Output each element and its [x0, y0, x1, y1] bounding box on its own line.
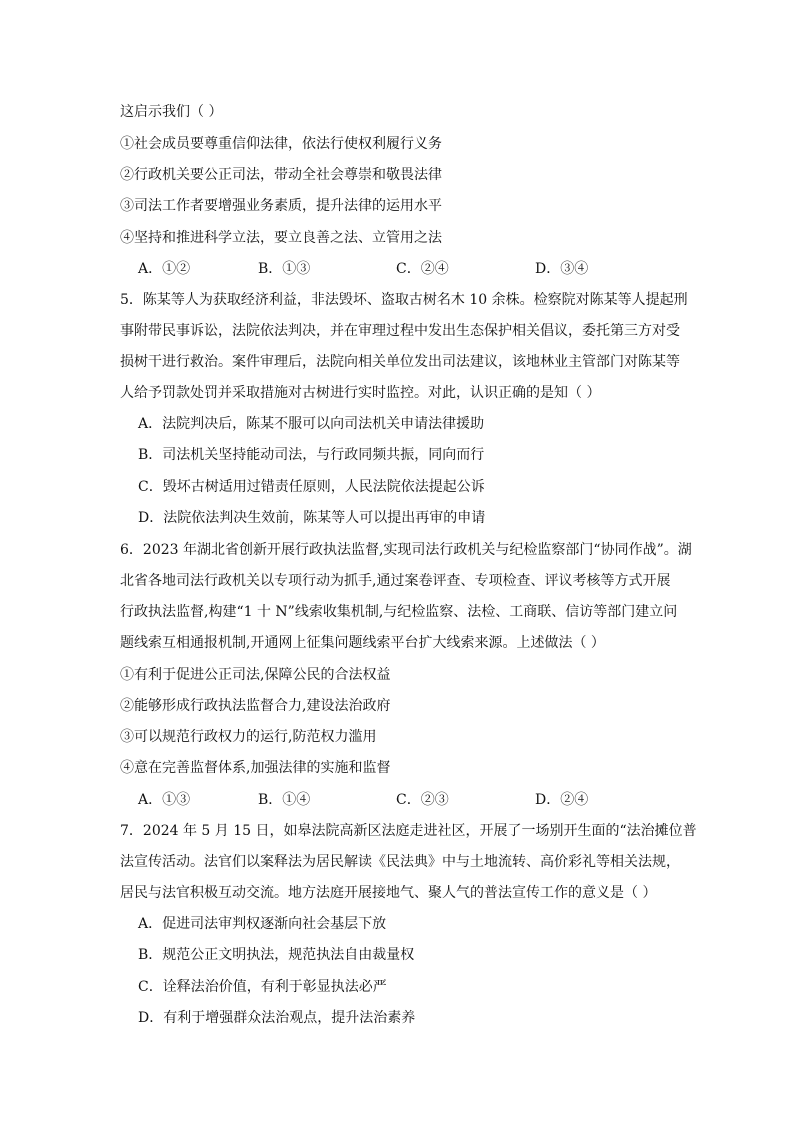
q7-option-d: D．有利于增强群众法治观点，提升法治素养	[138, 1010, 416, 1026]
q4-option-d: D．③④	[535, 261, 589, 277]
q5-line-4: 人给予罚款处罚并采取措施对古树进行实时监控。对此，认识正确的是知（ ）	[120, 385, 601, 401]
q4-option-c: C．②④	[396, 261, 449, 277]
q4-item-2: ②行政机关要公正司法，带动全社会尊崇和敬畏法律	[120, 167, 442, 183]
q4-option-a: A．①②	[138, 261, 191, 277]
q5-option-d: D．法院依法判决生效前，陈某等人可以提出再审的申请	[138, 510, 486, 526]
q6-item-4: ④意在完善监督体系,加强法律的实施和监督	[120, 760, 391, 776]
q6-item-3: ③可以规范行政权力的运行,防范权力滥用	[120, 729, 377, 745]
q7-option-c: C．诠释法治价值，有利于彰显执法必严	[138, 979, 387, 995]
q5-line-1: 5．陈某等人为获取经济利益，非法毁坏、盗取古树名木 10 余株。检察院对陈某等人提起刑	[120, 292, 688, 308]
q6-line-2: 北省各地司法行政机关以专项行动为抓手,通过案卷评查、专项检查、评议考核等方式开展	[120, 573, 671, 589]
q6-option-b: B．①④	[258, 792, 311, 808]
q4-item-3: ③司法工作者要增强业务素质，提升法律的运用水平	[120, 198, 442, 214]
q6-line-1: 6．2023 年湖北省创新开展行政执法监督,实现司法行政机关与纪检监察部门“协同作战”。湖	[120, 542, 692, 558]
q6-item-2: ②能够形成行政执法监督合力,建设法治政府	[120, 698, 391, 714]
q6-option-c: C．②③	[396, 792, 449, 808]
q4-option-b: B．①③	[258, 261, 311, 277]
q7-option-b: B．规范公正文明执法，规范执法自由裁量权	[138, 947, 415, 963]
q6-line-4: 题线索互相通报机制,开通网上征集问题线索平台扩大线索来源。上述做法（ ）	[120, 635, 605, 651]
q6-item-1: ①有利于促进公正司法,保障公民的合法权益	[120, 667, 391, 683]
q6-line-3: 行政执法监督,构建“1 十 N”线索收集机制,与纪检监察、法检、工商联、信访等部门建立问	[120, 604, 678, 620]
q5-line-3: 损树干进行救治。案件审理后，法院向相关单位发出司法建议，该地林业主管部门对陈某等	[120, 354, 680, 370]
q5-line-2: 事附带民事诉讼，法院依法判决，并在审理过程中发出生态保护相关倡议，委托第三方对受	[120, 323, 680, 339]
q4-item-1: ①社会成员要尊重信仰法律，依法行使权利履行义务	[120, 136, 442, 152]
q5-option-a: A．法院判决后，陈某不服可以向司法机关申请法律援助	[138, 416, 485, 432]
q6-option-a: A．①③	[138, 792, 191, 808]
q4-item-4: ④坚持和推进科学立法，要立良善之法、立管用之法	[120, 230, 442, 246]
q7-line-1: 7．2024 年 5 月 15 日，如皋法院高新区法庭走进社区，开展了一场别开生面的“法治摊位普	[120, 823, 697, 839]
q7-option-a: A．促进司法审判权逐渐向社会基层下放	[138, 916, 387, 932]
q6-option-d: D．②④	[535, 792, 589, 808]
q7-line-3: 居民与法官积极互动交流。地方法庭开展接地气、聚人气的普法宣传工作的意义是（ ）	[120, 885, 657, 901]
q7-line-2: 法宣传活动。法官们以案释法为居民解读《民法典》中与土地流转、高价彩礼等相关法规，	[120, 854, 680, 870]
q4-stem: 这启示我们（ ）	[120, 104, 223, 120]
q5-option-c: C．毁坏古树适用过错责任原则，人民法院依法提起公诉	[138, 479, 485, 495]
q5-option-b: B．司法机关坚持能动司法，与行政同频共振，同向而行	[138, 447, 485, 463]
